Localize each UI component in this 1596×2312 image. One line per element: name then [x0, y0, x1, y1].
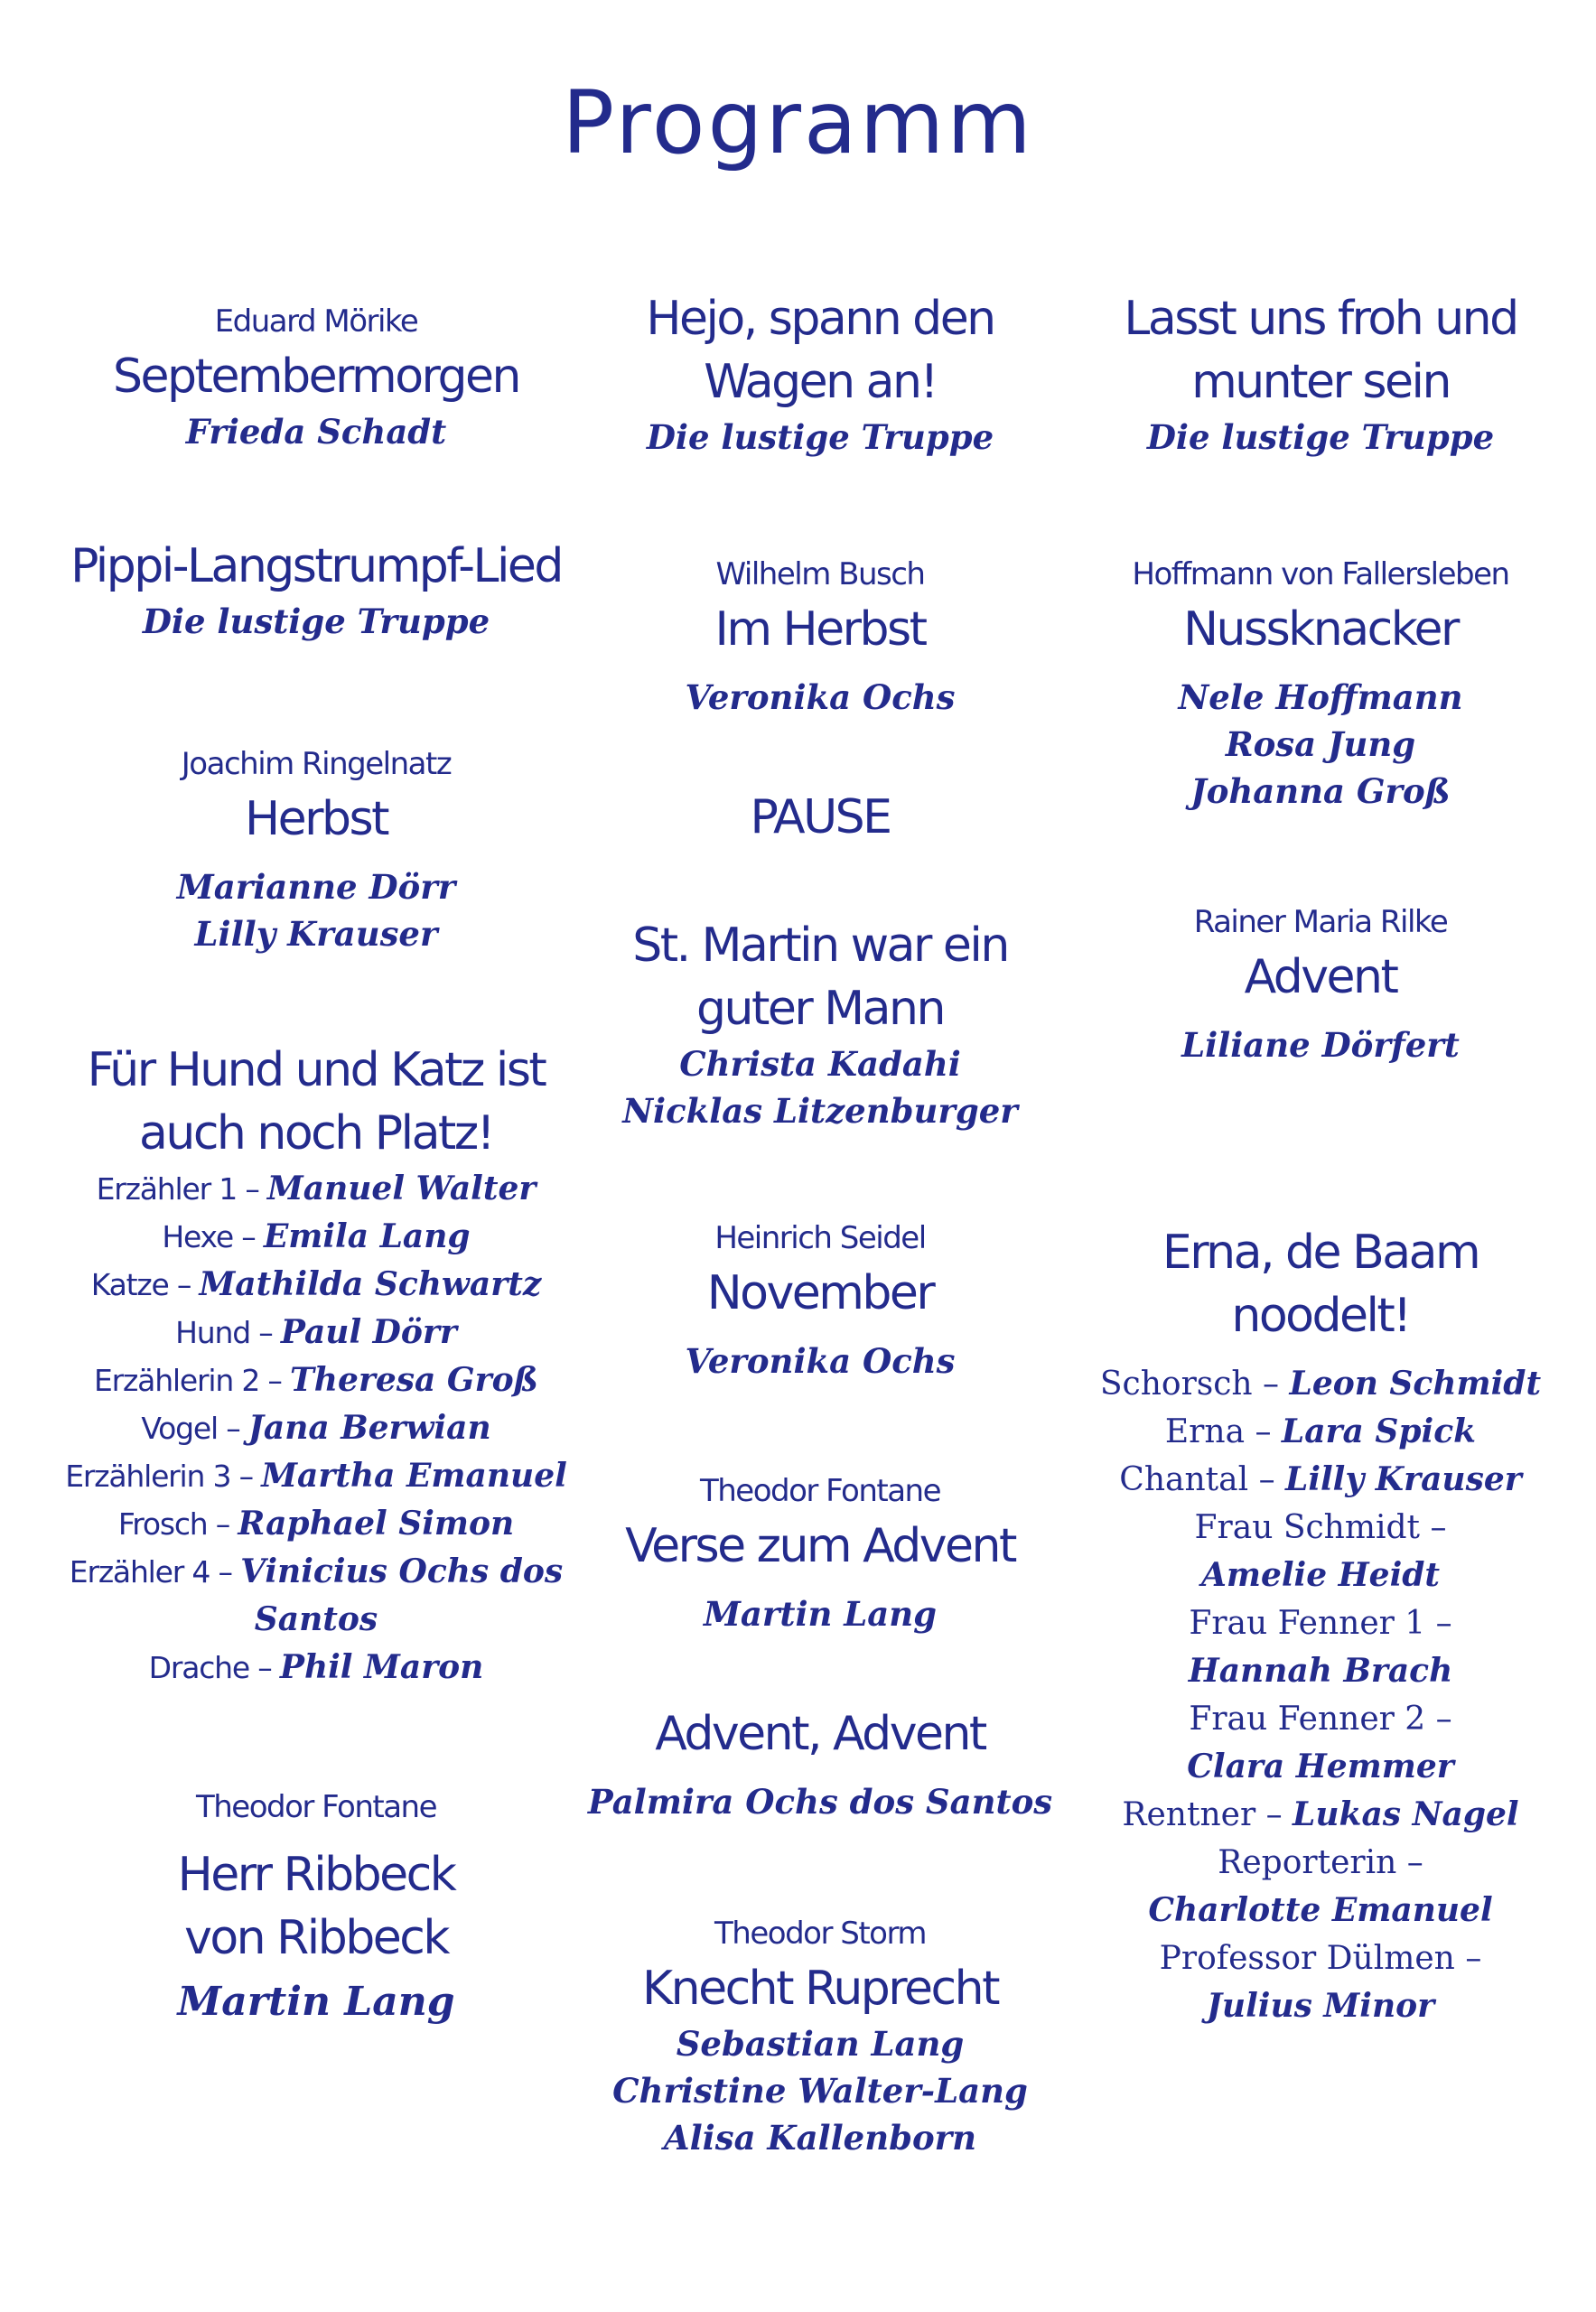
cast-line	[63, 1452, 569, 1500]
program-item-hund-und-katz	[63, 1039, 569, 1692]
program-item-knecht-ruprecht	[567, 1910, 1073, 2161]
performer: Rosa Jung	[1225, 724, 1416, 764]
program-item-im-herbst	[567, 551, 1073, 721]
program-item-verse-zum-advent	[567, 1468, 1073, 1637]
cast-line	[1068, 1599, 1573, 1647]
program-item-st-martin	[567, 914, 1073, 1134]
role: Chantal –	[1119, 1461, 1286, 1498]
cast-line	[1068, 1552, 1573, 1599]
cast-line	[1068, 1456, 1573, 1504]
cast-line	[1068, 1695, 1573, 1743]
program-item-nussknacker	[1068, 551, 1573, 815]
role: Schorsch –	[1099, 1366, 1290, 1403]
actor-name: Lilly Krauser	[1285, 1460, 1522, 1498]
actor-name: Theresa Groß	[290, 1361, 538, 1399]
program-item-lasst-uns-froh	[1068, 287, 1573, 461]
piece-title: Herr Ribbeck von Ribbeck	[177, 1848, 455, 1965]
actor-name: Martha Emanuel	[261, 1457, 567, 1495]
cast-line	[1068, 1743, 1573, 1791]
performer: Martin Lang	[177, 1979, 455, 2025]
cast-line	[63, 1165, 569, 1213]
role: Vogel –	[141, 1411, 248, 1446]
cast-line	[63, 1596, 569, 1644]
program-item-advent	[1068, 899, 1573, 1068]
author: Theodor Fontane	[195, 1789, 437, 1825]
cast-line	[1068, 1504, 1573, 1552]
performer: Johanna Groß	[1190, 771, 1451, 811]
role: Drache –	[148, 1650, 280, 1685]
cast-line	[63, 1261, 569, 1309]
piece-title: Verse zum Advent	[625, 1519, 1015, 1573]
piece-title: Für Hund und Katz ist auch noch Platz!	[87, 1043, 546, 1161]
actor-name: Raphael Simon	[238, 1505, 515, 1543]
role: Reporterin –	[1218, 1844, 1423, 1881]
cast-line	[63, 1500, 569, 1548]
piece-title: Pippi-Langstrumpf-Lied	[70, 539, 562, 593]
role: Frosch –	[117, 1506, 238, 1542]
author: Heinrich Seidel	[714, 1220, 926, 1256]
performer: Palmira Ochs dos Santos	[587, 1782, 1053, 1822]
piece-title: Herbst	[245, 792, 387, 846]
program-item-advent-advent	[567, 1702, 1073, 1825]
role: Erna –	[1164, 1413, 1282, 1450]
piece-title: Knecht Ruprecht	[642, 1962, 998, 2016]
actor-name: Lara Spick	[1281, 1412, 1477, 1450]
piece-title: November	[706, 1266, 934, 1320]
cast-line	[1068, 1934, 1573, 1982]
role: Frau Fenner 2 –	[1189, 1701, 1452, 1738]
role: Hexe –	[162, 1219, 264, 1254]
cast-line	[1068, 1791, 1573, 1839]
performer: Nicklas Litzenburger	[622, 1091, 1018, 1131]
performer: Christa Kadahi	[679, 1044, 961, 1084]
cast-line	[1068, 1647, 1573, 1695]
cast-line	[1068, 1360, 1573, 1408]
program-item-herbst	[63, 741, 569, 957]
cast-line	[1068, 1982, 1573, 2030]
cast-line	[63, 1213, 569, 1261]
cast-line	[63, 1356, 569, 1404]
role: Rentner –	[1122, 1796, 1293, 1833]
cast-line	[1068, 1887, 1573, 1934]
actor-name: Manuel Walter	[266, 1170, 537, 1207]
author: Theodor Fontane	[699, 1473, 941, 1509]
author: Hoffmann von Fallersleben	[1132, 556, 1509, 592]
performer: Sebastian Lang	[676, 2024, 965, 2064]
actor-name: Mathilda Schwartz	[199, 1265, 542, 1303]
piece-title: Advent	[1244, 950, 1397, 1004]
cast-line	[63, 1404, 569, 1452]
role: Erzählerin 2 –	[94, 1363, 290, 1398]
program-item-erna	[1068, 1221, 1573, 2030]
role: Katze –	[90, 1267, 200, 1302]
author: Eduard Mörike	[214, 303, 418, 340]
piece-title: Advent, Advent	[655, 1707, 985, 1761]
actor-name: Lukas Nagel	[1293, 1795, 1519, 1833]
performer: Die lustige Truppe	[646, 417, 994, 457]
piece-title: Im Herbst	[714, 602, 926, 657]
author: Wilhelm Busch	[715, 556, 925, 592]
actor-name: Amelie Heidt	[1200, 1556, 1441, 1594]
page-title: Programm	[562, 72, 1034, 173]
author: Theodor Storm	[714, 1916, 926, 1952]
actor-name: Santos	[254, 1600, 378, 1638]
actor-name: Hannah Brach	[1188, 1652, 1453, 1690]
piece-title: Septembermorgen	[113, 350, 519, 404]
performer: Lilly Krauser	[194, 914, 438, 954]
program-item-hejo	[567, 287, 1073, 461]
performer: Die lustige Truppe	[1146, 417, 1495, 457]
performer: Nele Hoffmann	[1178, 677, 1463, 717]
actor-name: Leon Schmidt	[1289, 1365, 1542, 1403]
role: Erzählerin 3 –	[65, 1459, 262, 1494]
performer: Frieda Schadt	[185, 412, 447, 452]
program-item-pippi	[63, 535, 569, 645]
actor-name: Julius Minor	[1206, 1987, 1435, 2025]
role: Frau Schmidt –	[1194, 1509, 1447, 1546]
performer: Veronika Ochs	[685, 677, 956, 717]
performer: Liliane Dörfert	[1181, 1025, 1460, 1065]
piece-title: Lasst uns froh und munter sein	[1124, 292, 1517, 409]
role: Professor Dülmen –	[1159, 1940, 1482, 1977]
role: Hund –	[175, 1315, 281, 1350]
role: Erzähler 4 –	[69, 1554, 241, 1590]
piece-title: Nussknacker	[1183, 602, 1458, 657]
program-item-november	[567, 1215, 1073, 1384]
piece-title: St. Martin war ein guter Mann	[632, 918, 1008, 1036]
actor-name: Jana Berwian	[247, 1409, 491, 1447]
cast-line	[63, 1548, 569, 1596]
actor-name: Vinicius Ochs dos	[240, 1552, 564, 1590]
cast-line	[1068, 1408, 1573, 1456]
cast-line	[63, 1644, 569, 1692]
cast-line	[63, 1309, 569, 1356]
performer: Alisa Kallenborn	[663, 2118, 977, 2158]
actor-name: Phil Maron	[279, 1648, 484, 1686]
performer: Christine Walter-Lang	[612, 2071, 1028, 2111]
actor-name: Paul Dörr	[280, 1313, 457, 1351]
actor-name: Clara Hemmer	[1187, 1748, 1454, 1785]
actor-name: Charlotte Emanuel	[1148, 1891, 1493, 1929]
role: Frau Fenner 1 –	[1189, 1605, 1452, 1642]
author: Joachim Ringelnatz	[181, 746, 452, 782]
performer: Die lustige Truppe	[142, 601, 490, 641]
performer: Marianne Dörr	[176, 867, 456, 907]
actor-name: Emila Lang	[263, 1217, 471, 1255]
performer: Veronika Ochs	[685, 1341, 956, 1381]
piece-title: Hejo, spann den Wagen an!	[646, 292, 994, 409]
program-item-septembermorgen	[63, 298, 569, 455]
role: Erzähler 1 –	[96, 1171, 267, 1207]
program-item-ribbeck	[63, 1784, 569, 2029]
performer: Martin Lang	[703, 1594, 938, 1634]
piece-title: Erna, de Baam noodelt!	[1162, 1226, 1479, 1343]
author: Rainer Maria Rilke	[1193, 904, 1448, 940]
cast-line	[1068, 1839, 1573, 1887]
program-item-pause	[567, 786, 1073, 849]
pause-label: PAUSE	[750, 790, 891, 844]
